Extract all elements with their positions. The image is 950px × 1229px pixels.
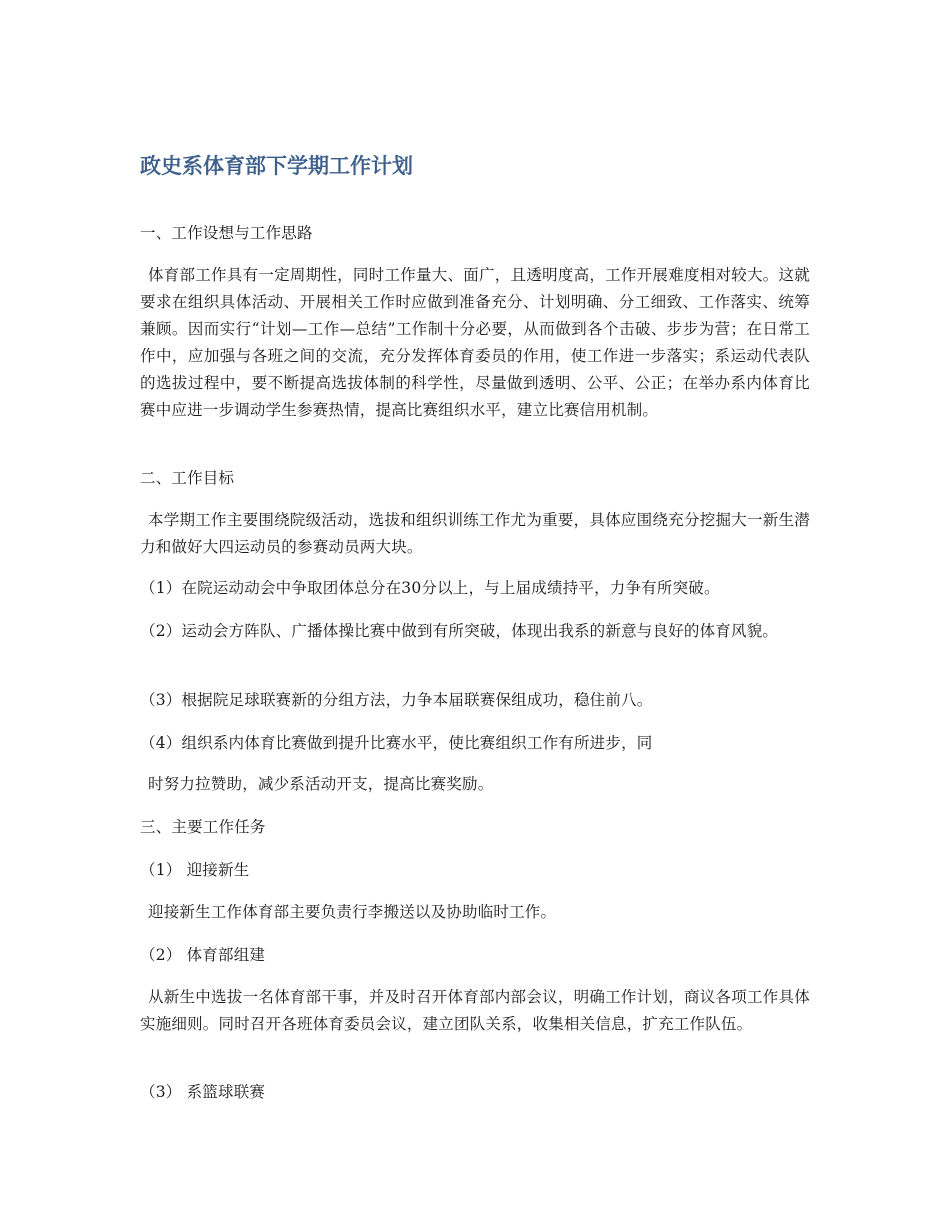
task-1-paragraph: 迎接新生工作体育部主要负责行李搬送以及协助临时工作。: [148, 903, 557, 921]
goal-item-2: （2）运动会方阵队、广播体操比赛中做到有所突破，体现出我系的新意与良好的体育风貌。: [140, 622, 779, 640]
section1-paragraph: 体育部工作具有一定周期性，同时工作量大、面广，且透明度高，工作开展难度相对较大。这就要求在组织具体活动、开展相关工作时应做到准备充分、计划明确、分工细致、工作落实、统筹兼顾。因而实行“计划—工作—总结”工作制十分必要，从而做到各个击破、步步为营；在日常工作中，应加强与各班之间的交流，充分发挥体育委员的作用，使工作进一步落实；系运动代表队的选拔过程中，要不断提高选拔体制的科学性，尽量做到透明、公平、公正；在举办系内体育比赛中应进一步调动学生参赛热情，提高比赛组织水平，建立比赛信用机制。: [140, 266, 810, 419]
task-3-heading: （3） 系篮球联赛: [140, 1083, 266, 1101]
goal-item-1: （1）在院运动动会中争取团体总分在30分以上，与上届成绩持平，力争有所突破。: [140, 579, 720, 597]
goal-item-3: （3）根据院足球联赛新的分组方法，力争本届联赛保组成功，稳住前八。: [140, 691, 653, 709]
section2-paragraph: 本学期工作主要围绕院级活动，选拔和组织训练工作尤为重要，具体应围绕充分挖掘大一新生潜力和做好大四运动员的参赛动员两大块。: [140, 511, 810, 556]
task-2-paragraph: 从新生中选拔一名体育部干事，并及时召开体育部内部会议，明确工作计划，商议各项工作具体实施细则。同时召开各班体育委员会议，建立团队关系，收集相关信息，扩充工作队伍。: [140, 988, 810, 1033]
section1-heading: 一、工作设想与工作思路: [140, 224, 313, 242]
goal-item-4-line-1: （4）组织系内体育比赛做到提升比赛水平，使比赛组织工作有所进步，同: [140, 734, 653, 752]
task-1-heading: （1） 迎接新生: [140, 861, 250, 879]
section2-heading: 二、工作目标: [140, 469, 235, 487]
document-title: 政史系体育部下学期工作计划: [140, 154, 413, 178]
goal-item-4-line-2: 时努力拉赞助，减少系活动开支，提高比赛奖励。: [148, 775, 494, 793]
section3-heading: 三、主要工作任务: [140, 818, 266, 836]
task-2-heading: （2） 体育部组建: [140, 946, 266, 964]
